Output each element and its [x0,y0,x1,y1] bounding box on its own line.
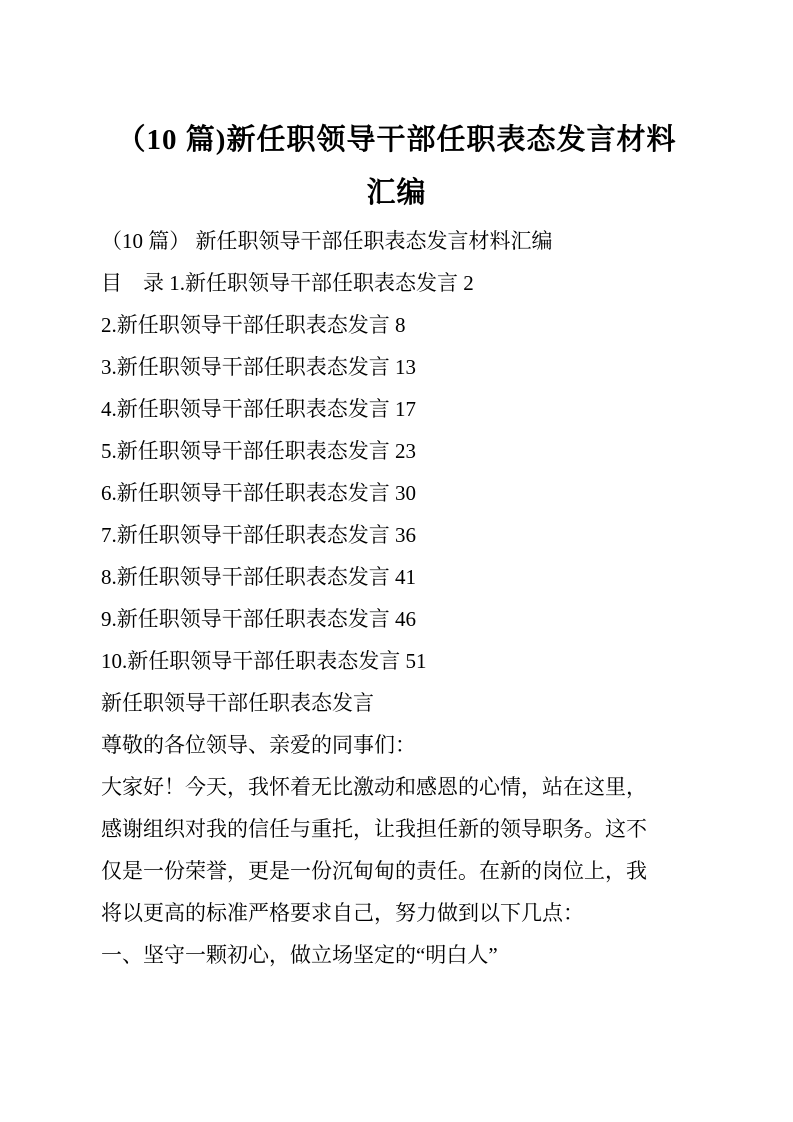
toc-line: 3.新任职领导干部任职表态发言 13 [101,355,416,379]
toc-line: 6.新任职领导干部任职表态发言 30 [101,481,416,505]
document-title [0,0,793,220]
toc-line: 2.新任职领导干部任职表态发言 8 [101,313,406,337]
toc-line: 5.新任职领导干部任职表态发言 23 [101,439,416,463]
toc-section [101,262,697,682]
title-line-1: （10 篇)新任职领导干部任职表态发言材料 [116,124,677,156]
body-line: 大家好！今天，我怀着无比激动和感恩的心情，站在这里， [101,775,647,799]
body-line: 新任职领导干部任职表态发言 [101,691,374,715]
body-line: 感谢组织对我的信任与重托，让我担任新的领导职务。这不 [101,817,647,841]
toc-line: 4.新任职领导干部任职表态发言 17 [101,397,416,421]
document-content [0,220,793,976]
body-section [101,682,697,976]
title-line-2: 汇编 [366,177,427,209]
subtitle: （10 篇） 新任职领导干部任职表态发言材料汇编 [101,229,553,253]
body-line: 一、坚守一颗初心，做立场坚定的“明白人” [101,943,498,967]
toc-line: 10.新任职领导干部任职表态发言 51 [101,649,427,673]
toc-line: 8.新任职领导干部任职表态发言 41 [101,565,416,589]
body-line: 尊敬的各位领导、亲爱的同事们： [101,733,416,757]
body-line: 仅是一份荣誉，更是一份沉甸甸的责任。在新的岗位上，我 [101,859,647,883]
body-line: 将以更高的标准严格要求自己，努力做到以下几点： [101,901,584,925]
toc-line: 7.新任职领导干部任职表态发言 36 [101,523,416,547]
toc-line: 目 录 1.新任职领导干部任职表态发言 2 [101,271,474,295]
toc-line: 9.新任职领导干部任职表态发言 46 [101,607,416,631]
